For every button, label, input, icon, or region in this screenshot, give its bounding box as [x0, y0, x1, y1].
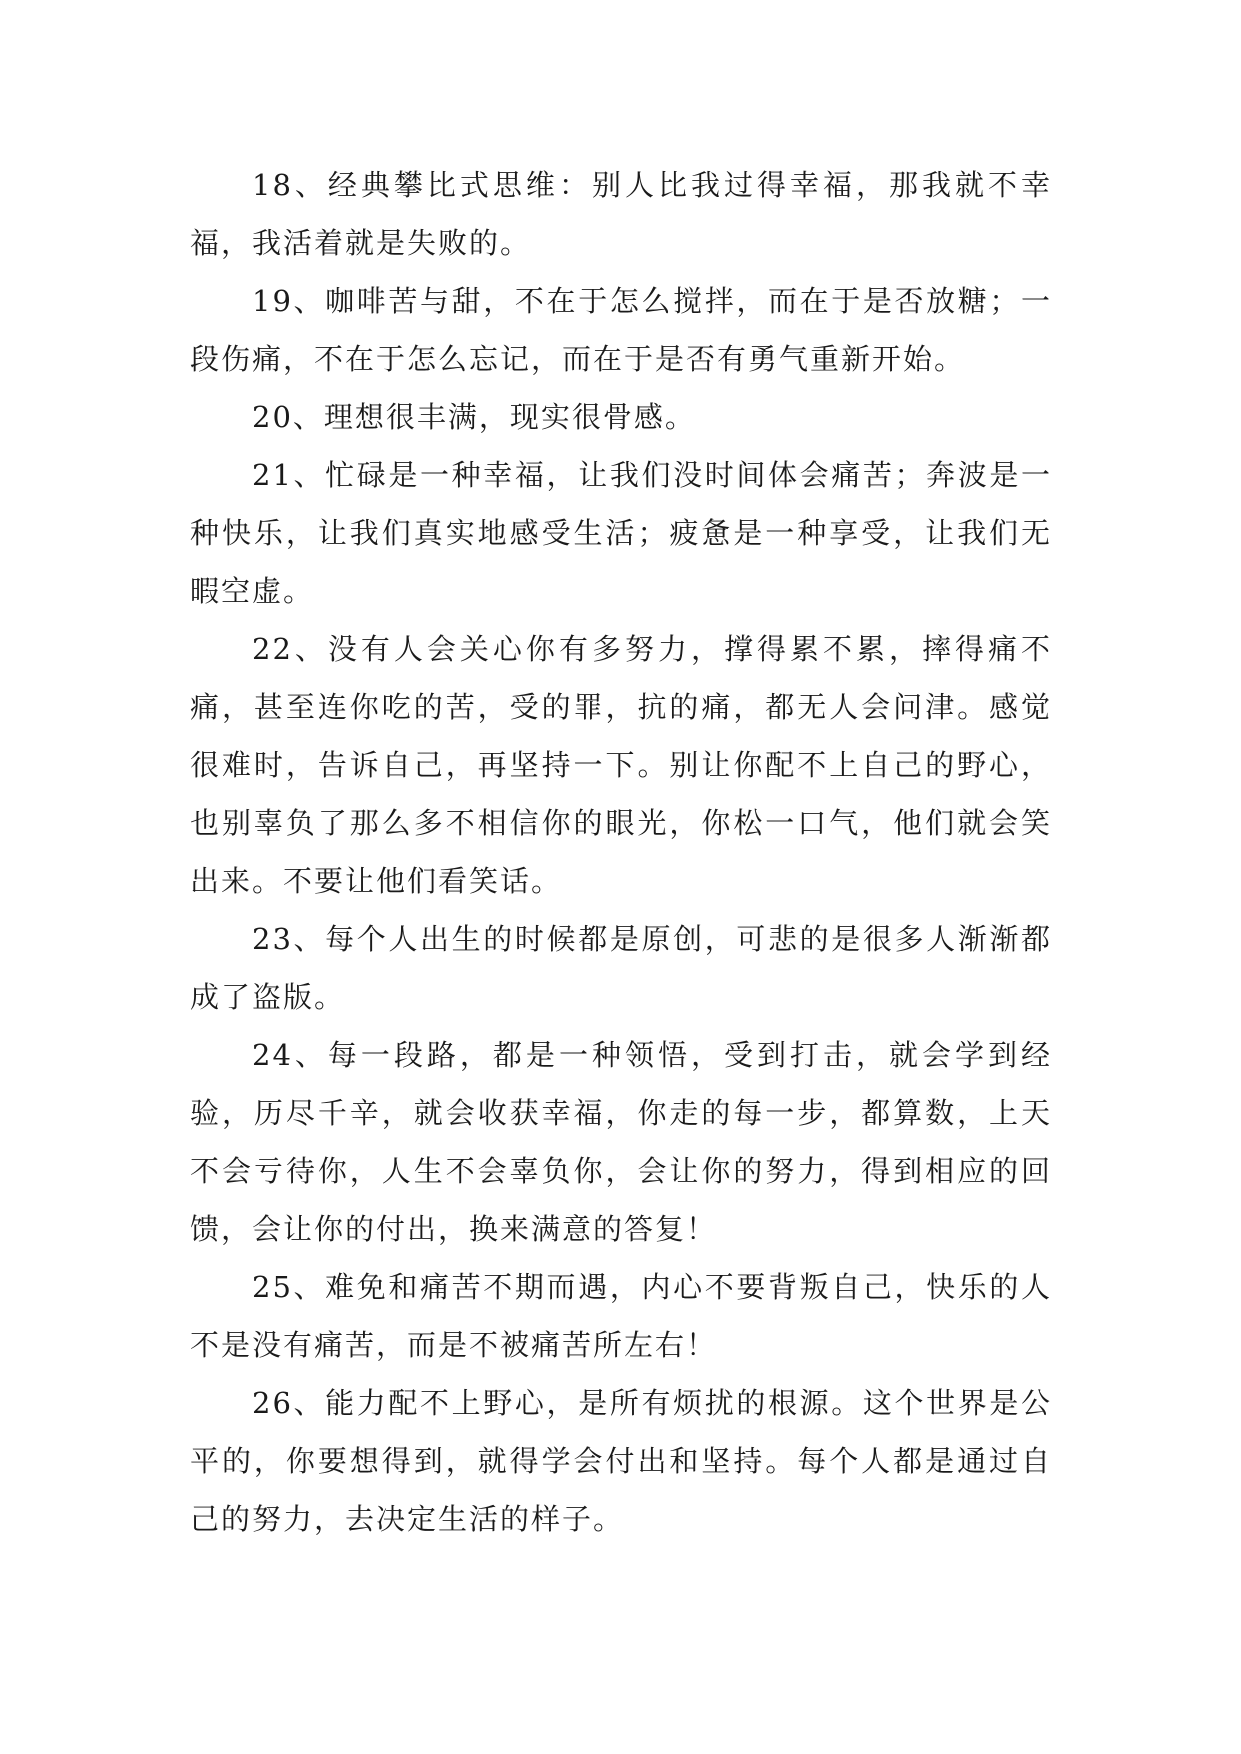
paragraph-26: 26、能力配不上野心，是所有烦扰的根源。这个世界是公平的，你要想得到，就得学会付出和坚持。每个人都是通过自己的努力，去决定生活的样子。 [190, 1386, 1052, 1536]
paragraph-23: 23、每个人出生的时候都是原创，可悲的是很多人渐渐都成了盗版。 [190, 922, 1052, 1014]
paragraph-20: 20、理想很丰满，现实很骨感。 [252, 400, 696, 434]
paragraph-21: 21、忙碌是一种幸福，让我们没时间体会痛苦；奔波是一种快乐，让我们真实地感受生活；疲惫是一种享受，让我们无暇空虚。 [190, 458, 1052, 608]
document-body [190, 156, 1052, 1548]
paragraph-18: 18、经典攀比式思维：别人比我过得幸福，那我就不幸福，我活着就是失败的。 [190, 168, 1052, 260]
paragraph-19: 19、咖啡苦与甜，不在于怎么搅拌，而在于是否放糖；一段伤痛，不在于怎么忘记，而在于是否有勇气重新开始。 [190, 284, 1052, 376]
paragraph-22: 22、没有人会关心你有多努力，撑得累不累，摔得痛不痛，甚至连你吃的苦，受的罪，抗的痛，都无人会问津。感觉很难时，告诉自己，再坚持一下。别让你配不上自己的野心，也别辜负了那么多不相信你的眼光，你松一口气，他们就会笑出来。不要让他们看笑话。 [190, 632, 1052, 898]
paragraph-24: 24、每一段路，都是一种领悟，受到打击，就会学到经验，历尽千辛，就会收获幸福，你走的每一步，都算数，上天不会亏待你，人生不会辜负你，会让你的努力，得到相应的回馈，会让你的付出，换来满意的答复！ [190, 1038, 1052, 1246]
paragraph-25: 25、难免和痛苦不期而遇，内心不要背叛自己，快乐的人不是没有痛苦，而是不被痛苦所左右！ [190, 1270, 1052, 1362]
